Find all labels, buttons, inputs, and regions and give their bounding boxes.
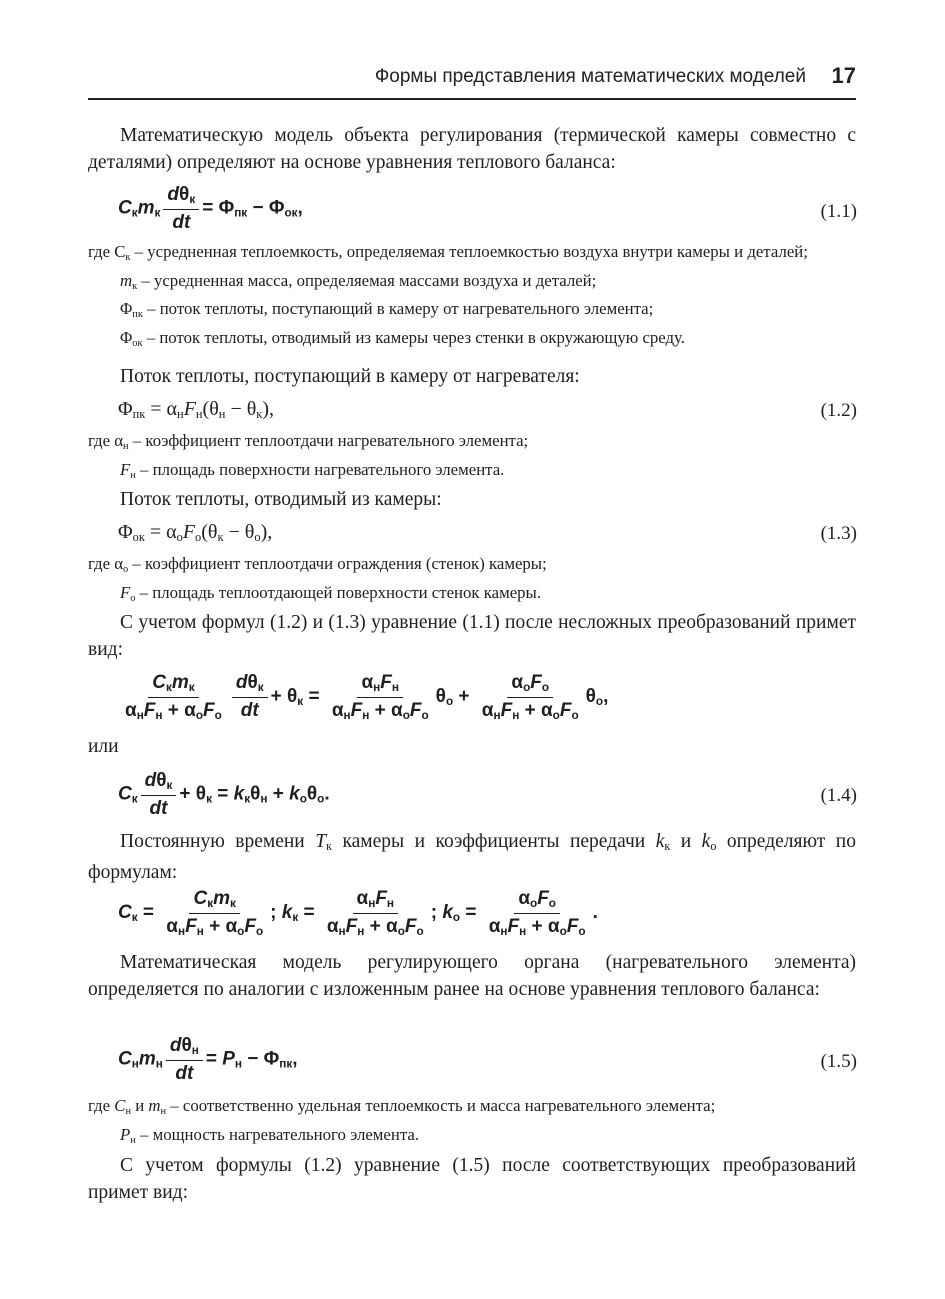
equation-1-5: $C_нm_н$ $\frac{d\theta_н}{dt}$ = $P_н - \Phi_{пк}$, (118, 1035, 298, 1084)
definition-line: где $\alpha_о$ – коэффициент теплоотдачи ограждения (стенок) камеры; (88, 554, 547, 575)
paragraph-6: Математическая модель регулирующего органа (нагревательного элемента) определяется по аналогии с изложенным ранее на основе уравнения теплового баланса: (88, 952, 856, 1000)
running-header (88, 62, 856, 100)
definitions-1-2 (88, 430, 856, 487)
definition-line: где $C_н$ и $m_н$ – соответственно удельная теплоемкость и масса нагревательного элемента; (88, 1096, 716, 1117)
definition-line: $\Phi_{пк}$ – поток теплоты, поступающий в камеру от нагревательного элемента; (120, 299, 654, 320)
paragraph-7: С учетом формулы (1.2) уравнение (1.5) после соответствующих преобразований примет вид: (88, 1155, 856, 1203)
paragraph-4: С учетом формул (1.2) и (1.3) уравнение (1.1) после несложных преобразований примет вид: (88, 612, 856, 660)
definition-line: где $C_к$ – усредненная теплоемкость, определяемая теплоемкостью воздуха внутри камеры и деталей; (88, 242, 808, 263)
definitions-1-1 (88, 241, 856, 355)
equation-number-1-3: (1.3) (820, 523, 857, 544)
paragraph-3: Поток теплоты, отводимый из камеры: (120, 489, 442, 510)
definitions-1-5 (88, 1095, 856, 1152)
definitions-1-3 (88, 553, 856, 610)
equation-number-1-4: (1.4) (820, 785, 857, 806)
equation-1-2: $\Phi_{пк} = \alpha_нF_н(\theta_н - \theta_к)$, (118, 398, 274, 421)
equation-1-4: $C_к$ $\frac{d\theta_к}{dt}$ + $\theta_к = k_к\theta_н + k_о\theta_о$. (118, 770, 330, 819)
equation-combined: $\frac{C_кm_к}{\alpha_нF_н + \alpha_оF_о}$ $\frac{d\theta_к}{dt}$ + $\theta_к$ = $\frac{\alpha_нF_н}{\alpha_нF_н + \alpha_оF_о}$ $\theta_о$ + $\frac{\alpha_оF_о}{\alpha_нF_н + \alpha_оF_о}$ $\theta_о$, (125, 672, 609, 722)
equation-coefficients: $C_к$ = $\frac{C_кm_к}{\alpha_нF_н + \alpha_оF_о}$ ; $k_к$ = $\frac{\alpha_нF_н}{\alpha_нF_н + \alpha_оF_о}$ ; $k_о$ = $\frac{\alpha_оF_о}{\alpha_нF_н + \alpha_оF_о}$ . (118, 888, 598, 938)
equation-1-1: $C_кm_к$ $\frac{d\theta_к}{dt}$ = $\Phi_{пк} - \Phi_{ок}$, (118, 184, 303, 233)
definition-line: $F_н$ – площадь поверхности нагревательного элемента. (120, 459, 505, 481)
definition-line: где $\alpha_н$ – коэффициент теплоотдачи нагревательного элемента; (88, 431, 529, 452)
header-title: Формы представления математических моделей (374, 66, 806, 87)
definition-line: $\Phi_{ок}$ – поток теплоты, отводимый из камеры через стенки в окружающую среду. (120, 327, 685, 349)
page-number: 17 (831, 63, 856, 88)
equation-1-3: $\Phi_{ок} = \alpha_оF_о(\theta_к - \theta_о)$, (118, 521, 273, 544)
paragraph-1: Математическую модель объекта регулирования (термической камеры совместно с деталями) определяют на основе уравнения теплового баланса: (88, 125, 856, 173)
equation-number-1-1: (1.1) (820, 201, 857, 222)
definition-line: $P_н$ – мощность нагревательного элемента. (120, 1124, 420, 1146)
equation-number-1-5: (1.5) (820, 1051, 857, 1072)
text-ili: или (88, 736, 119, 757)
definition-line: $m_к$ – усредненная масса, определяемая массами воздуха и деталей; (120, 270, 597, 292)
paragraph-2: Поток теплоты, поступающий в камеру от нагревателя: (120, 366, 580, 387)
definition-line: $F_о$ – площадь теплоотдающей поверхности стенок камеры. (120, 582, 542, 604)
equation-number-1-2: (1.2) (820, 400, 857, 421)
paragraph-5: Постоянную времени $T_к$ камеры и коэффициенты передачи $k_к$ и $k_о$ определяют по формулам: (88, 831, 856, 883)
